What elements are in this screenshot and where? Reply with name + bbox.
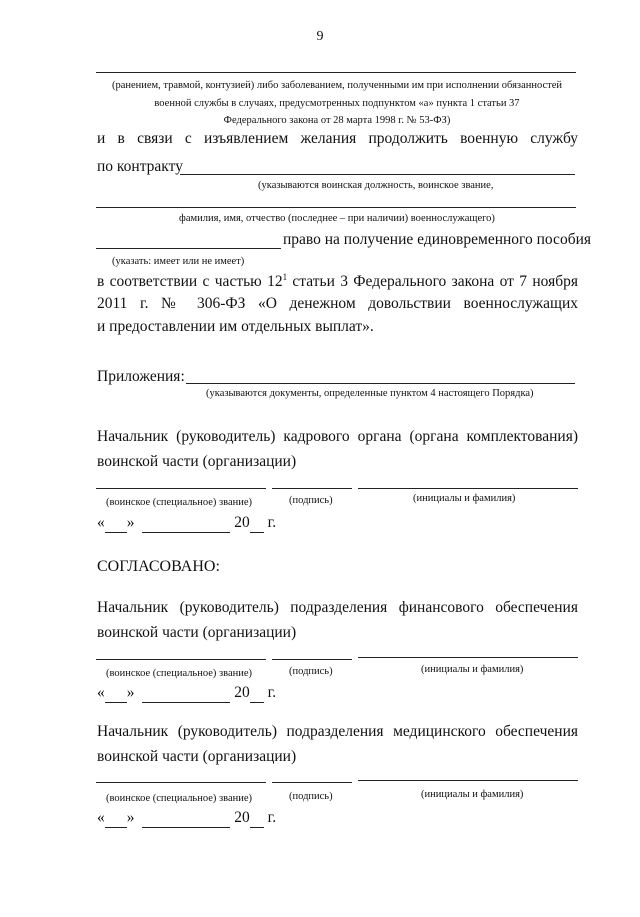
finance-initials-line [358,657,578,658]
medical-initials-caption: (инициалы и фамилия) [421,789,524,800]
personnel-initials-line [358,488,578,489]
medical-chief-line2: воинской части (организации) [97,748,297,765]
attachments-label: Приложения: [97,368,185,385]
medical-chief-line1: Начальник (руководитель) подразделения медицинского обеспечения [97,723,578,740]
accordance-line2: 2011 г. № 306-ФЗ «О денежном довольствии военнослужащих [97,295,578,312]
finance-initials-caption: (инициалы и фамилия) [421,664,524,675]
finance-signature-caption: (подпись) [289,666,333,677]
agreed-heading: СОГЛАСОВАНО: [97,558,220,575]
contract-label: по контракту [97,158,183,175]
finance-signature-line [272,659,352,660]
medical-signature-caption: (подпись) [289,791,333,802]
attachments-fill-line [186,383,575,384]
accordance-line1: в соответствии с частью $12^1$ статьи 3 Федерального закона от 7 ноября [97,272,578,291]
finance-date-line: « » 20 г. [97,684,277,701]
name-fill-line [96,207,576,208]
personnel-initials-caption: (инициалы и фамилия) [413,493,516,504]
personnel-signature-caption: (подпись) [289,495,333,506]
medical-signature-line [272,782,352,783]
contract-fill-line [180,174,575,175]
medical-rank-caption: (воинское (специальное) звание) [106,793,253,804]
injury-caption-line3: Федерального закона от 28 марта 1998 г. № 53-ФЗ) [223,115,451,126]
finance-rank-caption: (воинское (специальное) звание) [106,668,253,679]
contract-caption1: (указываются воинская должность, воинское звание, [258,180,494,191]
medical-rank-line [96,782,266,783]
personnel-signature-line [272,488,352,489]
medical-date-line: « » 20 г. [97,809,277,826]
finance-chief-line2: воинской части (организации) [97,624,297,641]
personnel-rank-caption: (воинское (специальное) звание) [106,497,253,508]
accordance-line3: и предоставлении им отдельных выплат». [97,318,374,335]
medical-initials-line [358,780,578,781]
right-fill-line [96,248,281,249]
personnel-rank-line [96,488,266,489]
top-fill-line [96,72,576,73]
page-number: 9 [316,29,324,44]
finance-chief-line1: Начальник (руководитель) подразделения финансового обеспечения [97,599,578,616]
injury-caption-line2: военной службы в случаях, предусмотренных подпунктом «а» пункта 1 статьи 37 [154,98,520,109]
right-to-benefit-text: право на получение единовременного пособия [283,231,592,248]
injury-caption-line1: (ранением, травмой, контузией) либо заболеванием, полученными им при исполнении обязанностей [111,80,563,91]
attachments-caption: (указываются документы, определенные пунктом 4 настоящего Порядка) [206,388,534,399]
personnel-chief-line1: Начальник (руководитель) кадрового органа (органа комплектования) [97,428,578,445]
contract-caption2: фамилия, имя, отчество (последнее – при наличии) военнослужащего) [179,213,495,224]
personnel-chief-line2: воинской части (организации) [97,453,297,470]
finance-rank-line [96,659,266,660]
personnel-date-line: « » 20 г. [97,514,277,531]
right-caption: (указать: имеет или не имеет) [112,256,245,267]
continue-service-text: и в связи с изъявлением желания продолжить военную службу [97,130,578,147]
